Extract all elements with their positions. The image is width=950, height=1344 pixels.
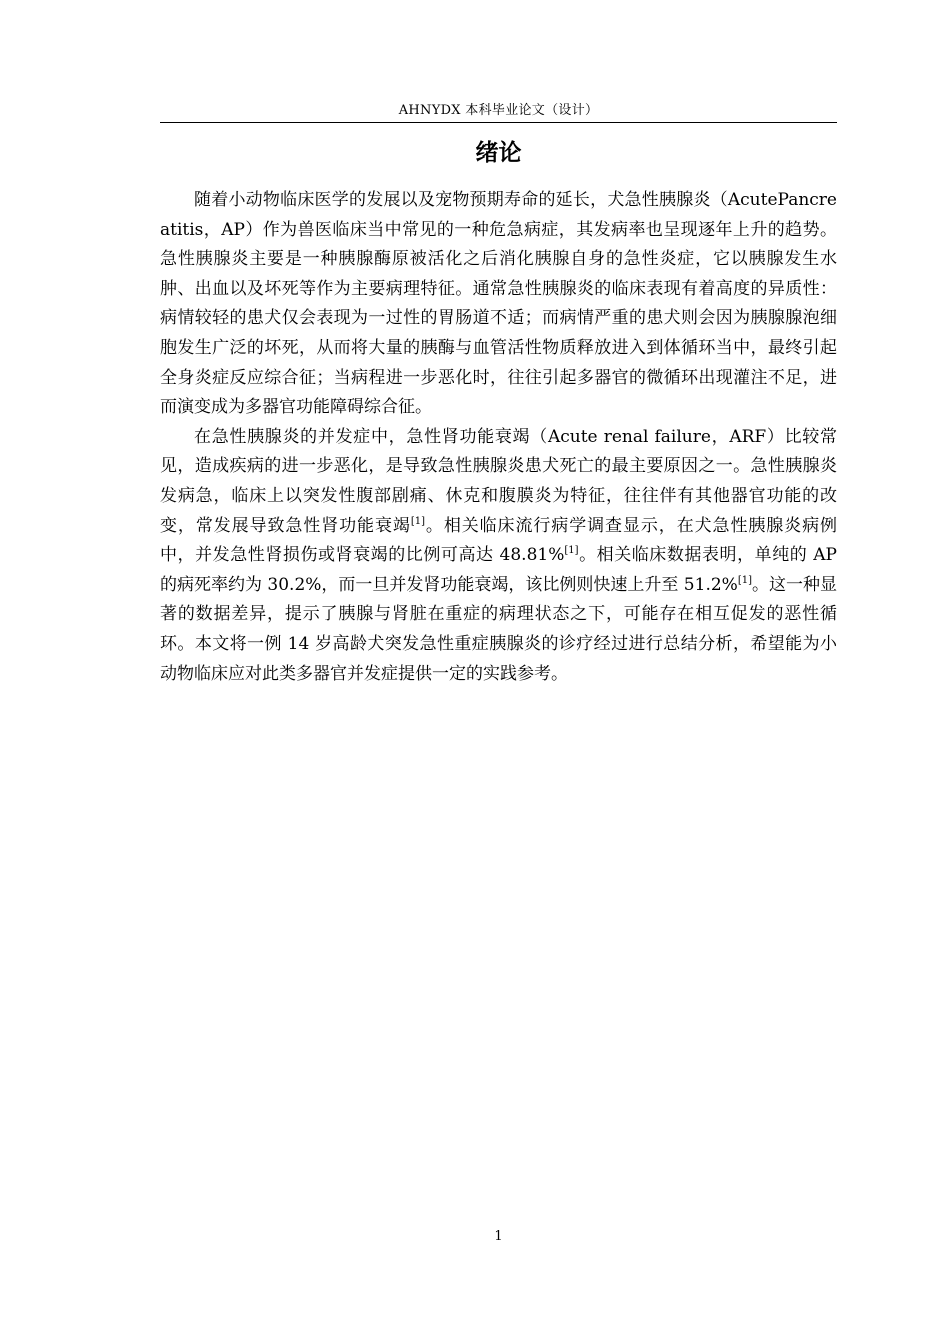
paragraph-1 — [160, 186, 837, 423]
running-header: AHNYDX 本科毕业论文（设计） — [398, 103, 599, 118]
citation-ref[interactable]: [1] — [410, 515, 425, 527]
citation-ref[interactable]: [1] — [737, 574, 752, 586]
header-rule — [160, 122, 837, 123]
paragraph-text: 。这一种显著的数据差异，提示了胰腺与肾脏在重症的病理状态之下，可能存在相互促发的恶性循环。本文将一例 14 岁高龄犬突发急性重症胰腺炎的诊疗经过进行总结分析，希望能为小动物临床应对此类多器官并发症提供一定的实践参考。 — [160, 574, 837, 684]
paragraph-text: 。相关临床数据表明，单纯的 AP 的病死率约为 30.2%，而一旦并发肾功能衰竭，该比例则快速上升至 51.2% — [160, 545, 837, 595]
paragraph-text: 。相关临床流行病学调查显示，在犬急性胰腺炎病例中，并发急性肾损伤或肾衰竭的比例可高达 48.81% — [160, 515, 838, 566]
citation-ref[interactable]: [1] — [564, 545, 579, 557]
body-text — [160, 186, 837, 689]
paragraph-text: 随着小动物临床医学的发展以及宠物预期寿命的延长，犬急性胰腺炎（AcutePancreatitis，AP）作为兽医临床当中常见的一种危急病症，其发病率也呈现逐年上升的趋势。急性胰腺炎主要是一种胰腺酶原被活化之后消化胰腺自身的急性炎症，它以胰腺发生水肿、出血以及坏死等作为主要病理特征。通常急性胰腺炎的临床表现有着高度的异质性：病情较轻的患犬仅会表现为一过性的胃肠道不适；而病情严重的患犬则会因为胰腺腺泡细胞发生广泛的坏死，从而将大量的胰酶与血管活性物质释放进入到体循环当中，最终引起全身炎症反应综合征；当病程进一步恶化时，往往引起多器官的微循环出现灌注不足，进而演变成为多器官功能障碍综合征。 — [160, 190, 837, 418]
page-number: 1 — [494, 1229, 503, 1244]
chapter-title: 绪论 — [475, 140, 522, 166]
paragraph-2 — [160, 423, 837, 689]
paragraph-text: 在急性胰腺炎的并发症中，急性肾功能衰竭（Acute renal failure，ARF）比较常见，造成疾病的进一步恶化，是导致急性胰腺炎患犬死亡的最主要原因之一。急性胰腺炎发病急，临床上以突发性腹部剧痛、休克和腹膜炎为特征，往往伴有其他器官功能的改变，常发展导致急性肾功能衰竭 — [160, 426, 837, 536]
